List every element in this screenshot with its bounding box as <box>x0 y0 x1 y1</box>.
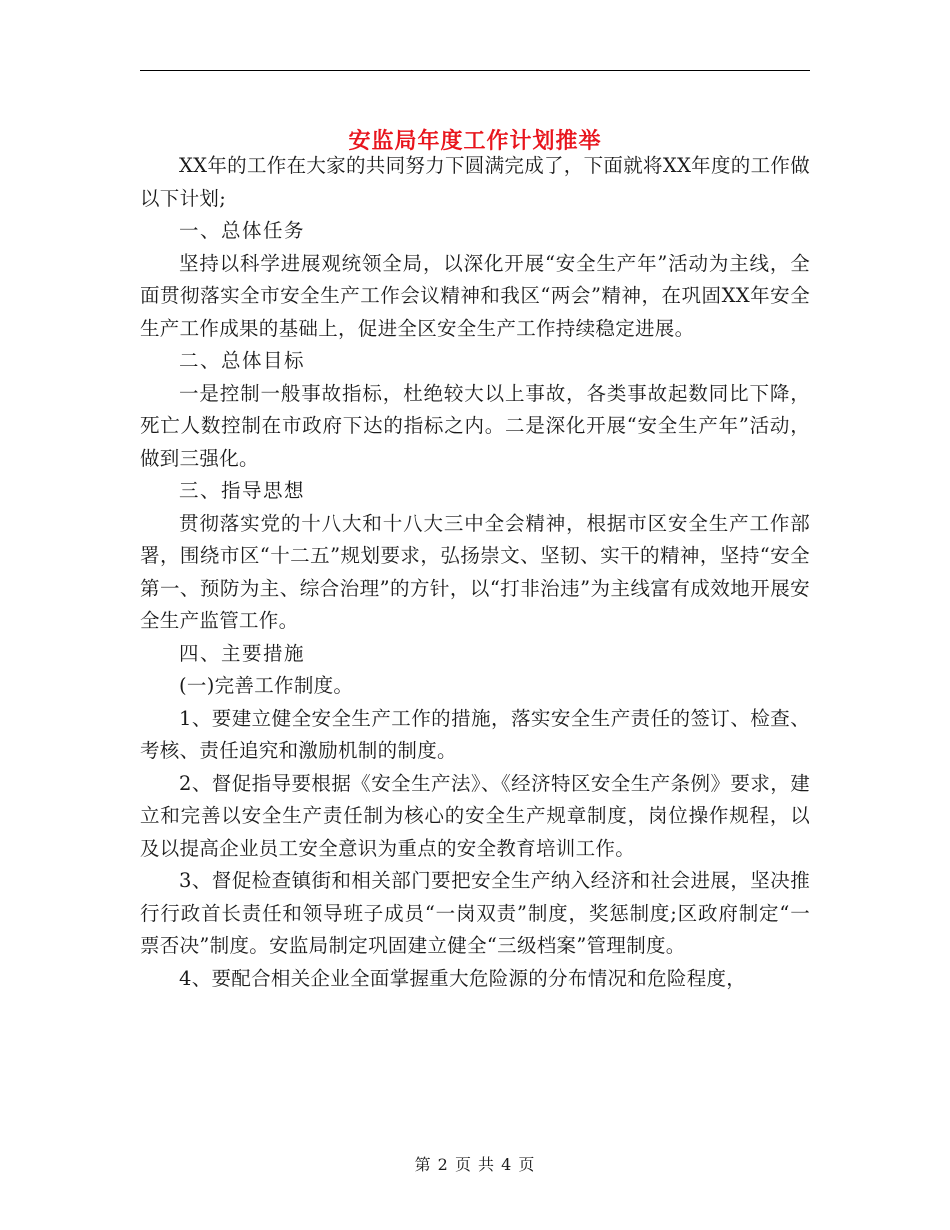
section-heading-main-measures: 四、主要措施 <box>179 641 306 665</box>
measure-item-3: 3、督促检查镇街和相关部门要把安全生产纳入经济和社会进展，坚决推行行政首长责任和领导班子成员“一岗双责”制度，奖惩制度;区政府制定“一票否决”制度。安监局制定巩固建立健全“三级档案”管理制度。 <box>140 869 810 957</box>
measure-item-2: 2、督促指导要根据《安全生产法》、《经济特区安全生产条例》要求，建立和完善以安全生产责任制为核心的安全生产规章制度，岗位操作规程，以及以提高企业员工安全意识为重点的安全教育培训工作。 <box>140 771 810 860</box>
subsection-heading-improve-system: (一)完善工作制度。 <box>179 674 354 697</box>
intro-paragraph: XX年的工作在大家的共同努力下圆满完成了，下面就将XX年度的工作做以下计划; <box>140 154 810 210</box>
paragraph-guiding-thought: 贯彻落实党的十八大和十八大三中全会精神，根据市区安全生产工作部署，围绕市区“十二五”规划要求，弘扬崇文、坚韧、实干的精神，坚持“安全第一、预防为主、综合治理”的方针，以“打非治违”为主线富有成效地开展安全生产监管工作。 <box>140 511 810 632</box>
measure-item-1: 1、要建立健全安全生产工作的措施，落实安全生产责任的签订、检查、考核、责任追究和激励机制的制度。 <box>140 706 810 762</box>
section-heading-overall-goal: 二、总体目标 <box>179 349 306 372</box>
document-body <box>140 150 810 995</box>
measure-item-4: 4、要配合相关企业全面掌握重大危险源的分布情况和危险程度， <box>179 966 747 990</box>
paragraph-overall-goal: 一是控制一般事故指标，杜绝较大以上事故，各类事故起数同比下降，死亡人数控制在市政府下达的指标之内。二是深化开展“安全生产年”活动，做到三强化。 <box>140 381 810 470</box>
paragraph-overall-task: 坚持以科学进展观统领全局，以深化开展“安全生产年”活动为主线，全面贯彻落实全市安全生产工作会议精神和我区“两会”精神，在巩固XX年安全生产工作成果的基础上，促进全区安全生产工作持续稳定进展。 <box>140 251 810 340</box>
section-heading-overall-task: 一、总体任务 <box>179 219 306 242</box>
section-heading-guiding-thought: 三、指导思想 <box>179 479 306 502</box>
header-rule <box>140 70 810 71</box>
document-title: 安监局年度工作计划推举 <box>348 127 602 154</box>
page-number-footer: 第 2 页 共 4 页 <box>414 1155 536 1174</box>
